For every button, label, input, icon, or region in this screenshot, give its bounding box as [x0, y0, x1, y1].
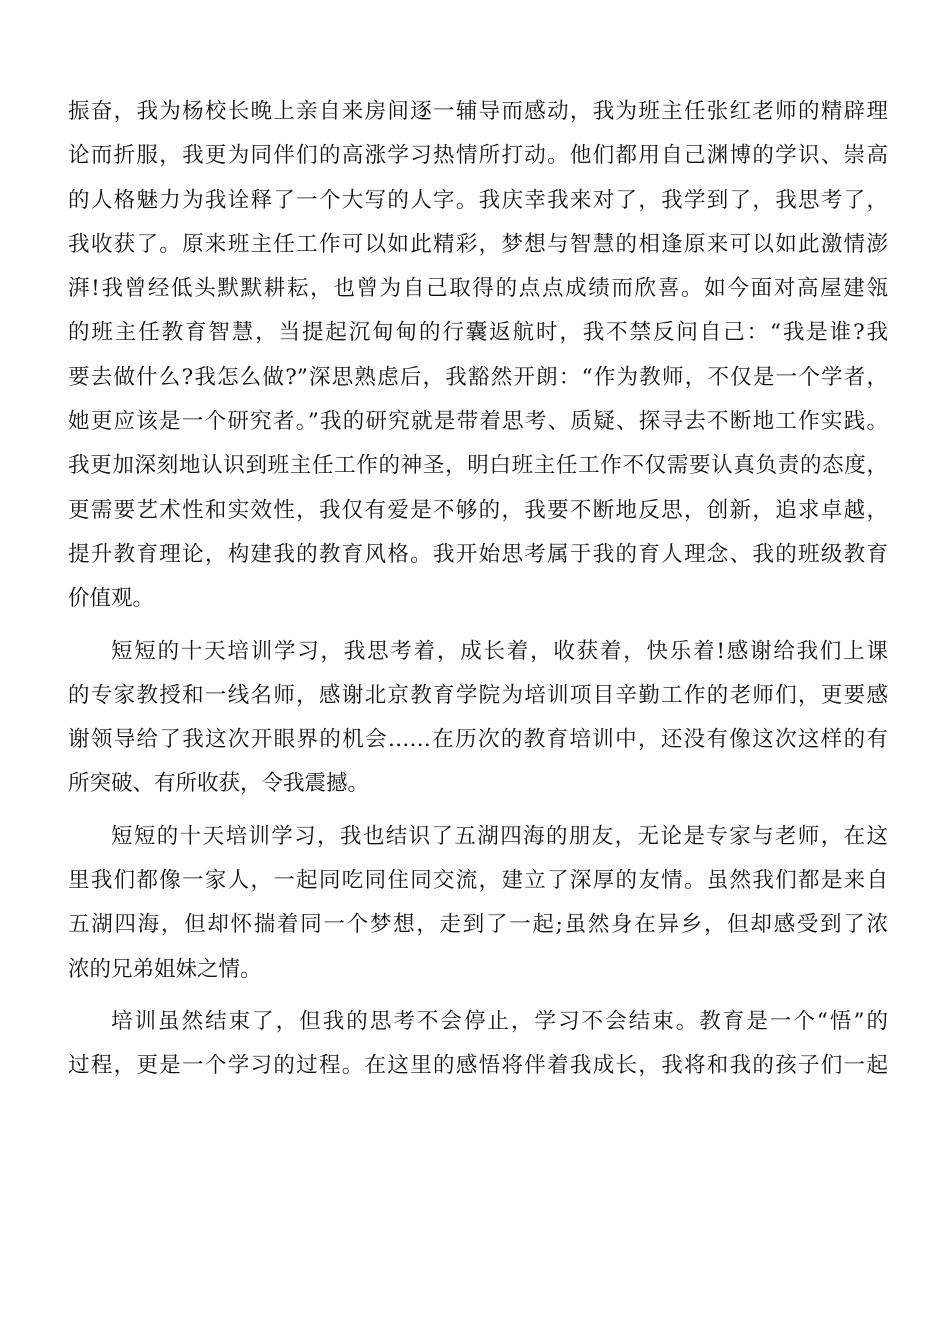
text-line: 要去做什么?我怎么做?”深思熟虑后，我豁然开朗：“作为教师，不仅是一个学者， [68, 364, 888, 390]
text-line: 更需要艺术性和实效性，我仅有爱是不够的，我要不断地反思，创新，追求卓越， [68, 497, 888, 523]
paragraph [68, 90, 888, 622]
text-line: 培训虽然结束了，但我的思考不会停止，学习不会结束。教育是一个“悟”的 [111, 1008, 888, 1034]
paragraph-gap [68, 992, 888, 1000]
text-line: 谢领导给了我这次开眼界的机会……在历次的教育培训中，还没有像这次这样的有 [68, 727, 888, 753]
text-line: 湃!我曾经低头默默耕耘，也曾为自己取得的点点成绩而欣喜。如今面对高屋建瓴 [68, 276, 888, 302]
body-text [68, 90, 888, 1089]
text-line: 的人格魅力为我诠释了一个大写的人字。我庆幸我来对了，我学到了，我思考了， [68, 187, 888, 213]
text-line: 所突破、有所收获，令我震撼。 [68, 771, 370, 797]
text-line: 振奋，我为杨校长晚上亲自来房间逐一辅导而感动，我为班主任张红老师的精辟理 [68, 99, 888, 124]
text-line: 提升教育理论，构建我的教育风格。我开始思考属于我的育人理念、我的班级教育 [68, 541, 888, 567]
paragraph [68, 630, 888, 807]
text-line: 的专家教授和一线名师，感谢北京教育学院为培训项目辛勤工作的老师们，更要感 [68, 682, 888, 708]
text-line: 我更加深刻地认识到班主任工作的神圣，明白班主任工作不仅需要认真负责的态度， [68, 453, 888, 479]
text-line: 的班主任教育智慧，当提起沉甸甸的行囊返航时，我不禁反问自己：“我是谁?我 [68, 320, 888, 346]
text-line: 短短的十天培训学习，我也结识了五湖四海的朋友，无论是专家与老师，在这 [111, 823, 888, 849]
paragraph-gap [68, 807, 888, 815]
paragraph-gap [68, 622, 888, 630]
text-line: 论而折服，我更为同伴们的高涨学习热情所打动。他们都用自己渊博的学识、崇高 [68, 143, 888, 169]
text-line: 浓的兄弟姐妹之情。 [68, 956, 262, 982]
text-line: 里我们都像一家人，一起同吃同住同交流，建立了深厚的友情。虽然我们都是来自 [68, 868, 888, 894]
paragraph [68, 815, 888, 992]
text-line: 价值观。 [68, 586, 155, 612]
text-line: 我收获了。原来班主任工作可以如此精彩，梦想与智慧的相逢原来可以如此激情澎 [68, 231, 888, 257]
text-line: 她更应该是一个研究者。”我的研究就是带着思考、质疑、探寻去不断地工作实践。 [68, 409, 888, 435]
text-line: 五湖四海，但却怀揣着同一个梦想，走到了一起;虽然身在异乡，但却感受到了浓 [68, 912, 888, 938]
text-line: 短短的十天培训学习，我思考着，成长着，收获着，快乐着!感谢给我们上课 [111, 638, 888, 664]
paragraph [68, 1000, 888, 1089]
text-line: 过程，更是一个学习的过程。在这里的感悟将伴着我成长，我将和我的孩子们一起 [68, 1053, 888, 1079]
